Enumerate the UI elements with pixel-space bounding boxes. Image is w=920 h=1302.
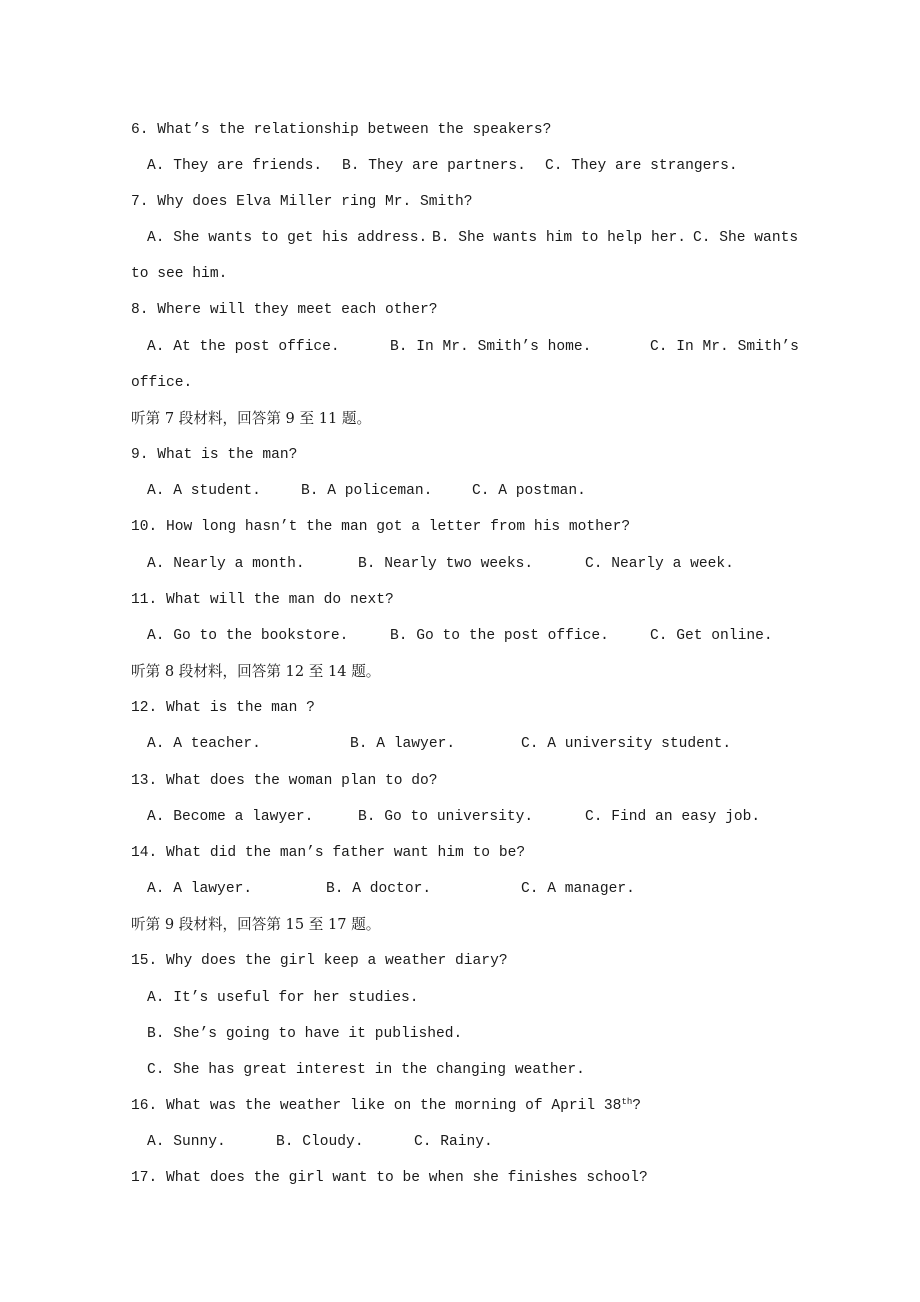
question-15-option-c: C. She has great interest in the changing weather. bbox=[147, 1062, 585, 1078]
question-9-option-b: B. A policeman. bbox=[301, 483, 433, 499]
question-16-option-b: B. Cloudy. bbox=[276, 1134, 364, 1150]
question-16-option-a: A. Sunny. bbox=[147, 1134, 226, 1150]
question-8-option-c: C. In Mr. Smith’s bbox=[650, 339, 799, 355]
question-6-option-b: B. They are partners. bbox=[342, 158, 526, 174]
question-15: 15. Why does the girl keep a weather diary? bbox=[131, 953, 508, 969]
question-16-text: 16. What was the weather like on the morning of April 38 bbox=[131, 1098, 622, 1114]
question-13: 13. What does the woman plan to do? bbox=[131, 773, 438, 789]
question-8-option-a: A. At the post office. bbox=[147, 339, 340, 355]
question-7-option-b: B. She wants him to help her. bbox=[432, 230, 686, 246]
question-14-option-c: C. A manager. bbox=[521, 881, 635, 897]
question-14: 14. What did the man’s father want him to be? bbox=[131, 845, 526, 861]
question-10-option-a: A. Nearly a month. bbox=[147, 556, 305, 572]
question-13-option-a: A. Become a lawyer. bbox=[147, 809, 314, 825]
question-10-option-b: B. Nearly two weeks. bbox=[358, 556, 534, 572]
question-9-option-a: A. A student. bbox=[147, 483, 261, 499]
question-13-option-b: B. Go to university. bbox=[358, 809, 534, 825]
question-8-option-b: B. In Mr. Smith’s home. bbox=[390, 339, 592, 355]
question-7-option-a: A. She wants to get his address. bbox=[147, 230, 428, 246]
question-11-option-c: C. Get online. bbox=[650, 628, 773, 644]
section-8-heading: 听第 8 段材料，回答第 12 至 14 题。 bbox=[131, 663, 381, 680]
question-15-option-b: B. She’s going to have it published. bbox=[147, 1026, 463, 1042]
question-17: 17. What does the girl want to be when she finishes school? bbox=[131, 1170, 648, 1186]
question-16-end: ? bbox=[632, 1098, 642, 1114]
question-6-option-c: C. They are strangers. bbox=[545, 158, 738, 174]
question-14-option-a: A. A lawyer. bbox=[147, 881, 253, 897]
section-9-heading: 听第 9 段材料，回答第 15 至 17 题。 bbox=[131, 916, 381, 933]
question-9: 9. What is the man? bbox=[131, 447, 298, 463]
question-12-option-c: C. A university student. bbox=[521, 736, 732, 752]
question-16-superscript: th bbox=[621, 1097, 633, 1107]
question-16-option-c: C. Rainy. bbox=[414, 1134, 493, 1150]
question-10: 10. How long hasn’t the man got a letter from his mother? bbox=[131, 519, 631, 535]
question-8: 8. Where will they meet each other? bbox=[131, 302, 438, 318]
question-7-option-c: C. She wants bbox=[693, 230, 799, 246]
question-11: 11. What will the man do next? bbox=[131, 592, 394, 608]
question-12: 12. What is the man ? bbox=[131, 700, 315, 716]
question-14-option-b: B. A doctor. bbox=[326, 881, 432, 897]
question-12-option-a: A. A teacher. bbox=[147, 736, 261, 752]
question-9-option-c: C. A postman. bbox=[472, 483, 586, 499]
question-8-option-c-continued: office. bbox=[131, 375, 193, 391]
question-7: 7. Why does Elva Miller ring Mr. Smith? bbox=[131, 194, 473, 210]
question-13-option-c: C. Find an easy job. bbox=[585, 809, 761, 825]
question-15-option-a: A. It’s useful for her studies. bbox=[147, 990, 419, 1006]
question-6: 6. What’s the relationship between the speakers? bbox=[131, 122, 552, 138]
question-10-option-c: C. Nearly a week. bbox=[585, 556, 734, 572]
question-6-option-a: A. They are friends. bbox=[147, 158, 323, 174]
question-7-option-c-continued: to see him. bbox=[131, 266, 228, 282]
question-12-option-b: B. A lawyer. bbox=[350, 736, 456, 752]
section-7-heading: 听第 7 段材料，回答第 9 至 11 题。 bbox=[131, 410, 372, 427]
question-11-option-b: B. Go to the post office. bbox=[390, 628, 609, 644]
question-16 bbox=[131, 1088, 641, 1124]
question-11-option-a: A. Go to the bookstore. bbox=[147, 628, 349, 644]
